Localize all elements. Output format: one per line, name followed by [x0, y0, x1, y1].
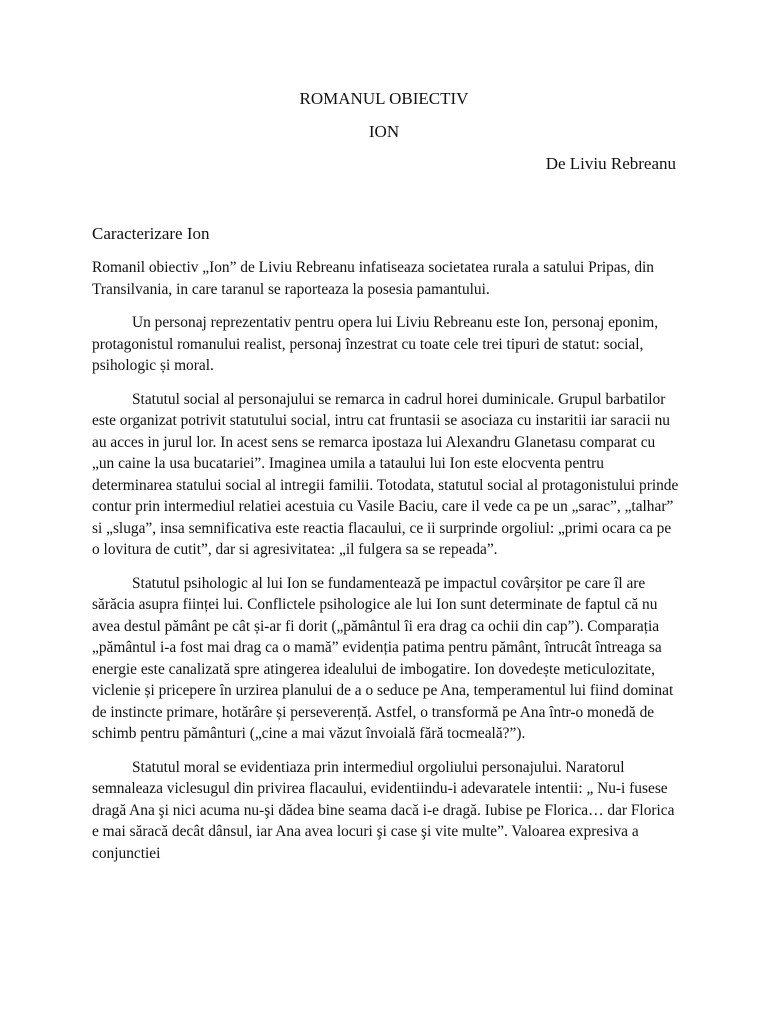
paragraph-character: Un personaj reprezentativ pentru opera lui Liviu Rebreanu este Ion, personaj eponim, protagonistul romanului realist, personaj înzestrat cu toate cele trei tipuri de statut: social, psihologic și moral. — [92, 314, 659, 374]
paragraph-psychological-status: Statutul psihologic al lui Ion se fundamentează pe impactul covârșitor pe care îl are sărăcia asupra ființei lui. Conflictele psihologice ale lui Ion sunt determinate de faptul că nu avea destul pământ pe cât și-ar fi dorit („pământul îi era drag ca ochii din cap”). Comparația „pământul i-a fost mai drag ca o mamă” evidențiа patima pentru pământ, întrucât întreaga sa energie este canalizată spre atingerea idealului de imbogatire. Ion dovedește meticulozitate, viclenie și pricepere în urzirea planului de a o seduce pe Ana, temperamentul lui fiind dominat de instincte primare, hotărâre și perseverență. Astfel, o transformă pe Ana într-o monedă de schimb pentru pământuri („cine a mai văzut învoială fără tocmeală?”). — [92, 574, 674, 742]
document-subtitle: ION — [368, 122, 400, 141]
author-line: De Liviu Rebreanu — [545, 154, 676, 173]
body-text — [92, 257, 680, 876]
paragraph-social-status: Statutul social al personajului se remarca in cadrul horei duminicale. Grupul barbatilor este organizat potrivit statutului social, intru cat fruntasii se asociaza cu instaritii iar saracii nu au acces in jurul lor. In acest sens se remarca ipostaza lui Alexandru Glanetasu comparat cu „un caine la usa bucatariei”. Imaginea umila a tataului lui Ion este elocventa pentru determinarea statului social al intregii familii. Totodata, statutul social al protagonistului prinde contur prin intermediul relatiei acestuia cu Vasile Baciu, care il vede ca pe un „sarac”, „talhar” si „sluga”, insa semnificativa este reactia flacaului, ce ii surprinde orgoliul: „primi ocara ca pe o lovitura de cutit”, dar si agresivitatea: „il fulgera sa se repeada”. — [92, 390, 679, 558]
paragraph-moral-status: Statutul moral se evidentiaza prin intermediul orgoliului personajului. Naratorul semnaleaza viclesugul din privirea flacaului, evidentiindu-i adevaratele intentii: „ Nu-i fusese dragă Ana şi nici acuma nu-şi dădea bine seama dacă i-e dragă. Iubise pe Florica… dar Florica e mai săracă decât dânsul, iar Ana avea locuri şi case şi vite multe”. Valoarea expresiva a conjunctiei — [92, 758, 675, 862]
document-title: ROMANUL OBIECTIV — [299, 89, 469, 108]
paragraph-intro: Romanil obiectiv „Ion” de Liviu Rebreanu infatiseaza societatea rurala a satului Pripas, din Transilvania, in care taranul se raporteaza la posesia pamantului. — [92, 259, 654, 298]
section-heading: Caracterizare Ion — [92, 224, 210, 243]
